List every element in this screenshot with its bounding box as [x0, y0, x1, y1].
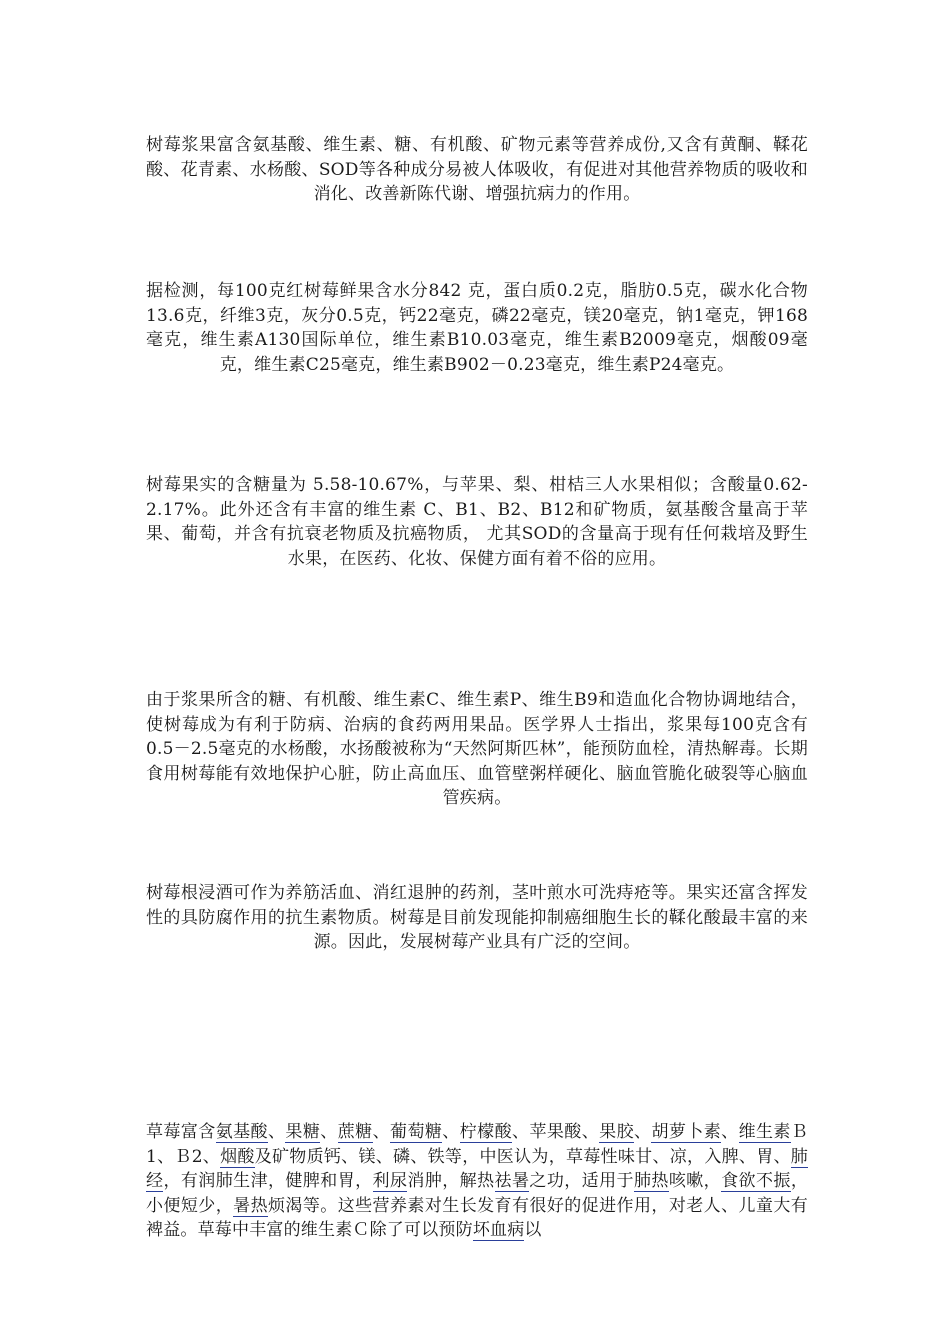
term-link[interactable]: 胡萝卜素 [651, 1122, 722, 1142]
text-segment: 、苹果酸、 [512, 1122, 600, 1142]
paragraph-composition: 据检测，每100克红树莓鲜果含水分842 克，蛋白质0.2克，脂肪0.5克，碳水化合物13.6克，纤维3克，灰分0.5克，钙22毫克，磷22毫克，镁20毫克，钠1毫克，钾168毫克，维生素A130国际单位，维生素B10.03毫克，维生素B2009毫克，烟酸09毫克，维生素C25毫克，维生素B902－0.23毫克，维生素P24毫克。 [146, 281, 808, 375]
paragraph-nutrients: 树莓浆果富含氨基酸、维生素、糖、有机酸、矿物元素等营养成份,又含有黄酮、鞣花酸、花青素、水杨酸、SOD等各种成分易被人体吸收，有促进对其他营养物质的吸收和消化、改善新陈代谢、增强抗病力的作用。 [146, 135, 808, 204]
text-segment: 之功，适用于 [529, 1171, 634, 1191]
text-segment: 及矿物质钙、镁、磷、铁等，中医认为，草莓性味甘、凉，入脾、胃、 [254, 1146, 791, 1167]
text-segment: 、 [634, 1122, 652, 1142]
text-segment: 草莓富含 [146, 1122, 216, 1142]
term-link[interactable]: 祛暑 [494, 1171, 530, 1191]
paragraph-sugar-acid: 树莓果实的含糖量为 5.58-10.67%，与苹果、梨、柑桔三人水果相似；含酸量0.62-2.17%。此外还含有丰富的维生素 C、B1、B2、B12和矿物质，氨基酸含量高于苹果、葡萄，并含有抗衰老物质及抗癌物质， 尤其SOD的含量高于现有任何栽培及野生水果，在医药、化妆、保健方面有着不俗的应用。 [146, 475, 808, 569]
text-segment: Ｂ1、Ｂ2、 [146, 1122, 809, 1167]
term-link[interactable]: 烟酸 [220, 1146, 255, 1167]
text-segment: 、 [372, 1122, 391, 1142]
term-link[interactable]: 维生素 [738, 1122, 791, 1142]
text-segment: ，有润肺生津，健脾和胃， [163, 1171, 373, 1191]
term-link[interactable]: 葡萄糖 [390, 1122, 443, 1142]
term-link[interactable]: 蔗糖 [337, 1122, 373, 1142]
text-segment: 、 [442, 1122, 460, 1142]
term-link[interactable]: 氨基酸 [215, 1122, 268, 1142]
term-link[interactable]: 利尿 [372, 1171, 408, 1191]
term-link[interactable]: 肺热 [633, 1171, 669, 1191]
text-segment: 、 [320, 1122, 338, 1142]
paragraph-strawberry [146, 1120, 808, 1243]
term-link[interactable]: 暑热 [233, 1195, 268, 1216]
term-link[interactable]: 坏血病 [472, 1220, 525, 1240]
paragraph-medicinal-use: 树莓根浸酒可作为养筋活血、消红退肿的药剂，茎叶煎水可洗痔疮等。果实还富含挥发性的具防腐作用的抗生素物质。树莓是目前发现能抑制癌细胞生长的鞣化酸最丰富的来源。因此，发展树莓产业具有广泛的空间。 [146, 883, 808, 952]
text-segment: 、 [267, 1122, 286, 1142]
paragraph-health-benefits: 由于浆果所含的糖、有机酸、维生素C、维生素P、维生B9和造血化合物协调地结合，使树莓成为有利于防病、治病的食药两用果品。医学界人士指出，浆果每100克含有0.5－2.5毫克的水杨酸，水扬酸被称为“天然阿斯匹林”，能预防血栓，清热解毒。长期食用树莓能有效地保护心脏，防止高血压、血管壁粥样硬化、脑血管脆化破裂等心脑血管疾病。 [146, 690, 808, 808]
text-segment: 咳嗽， [668, 1171, 722, 1191]
text-segment: ，小便短少， [146, 1171, 809, 1216]
text-segment: 以 [524, 1220, 542, 1240]
term-link[interactable]: 肺经 [146, 1146, 808, 1191]
text-segment: 、 [721, 1122, 739, 1142]
text-segment: 消肿，解热 [407, 1171, 495, 1191]
term-link[interactable]: 柠檬酸 [459, 1122, 513, 1142]
term-link[interactable]: 果糖 [285, 1122, 321, 1142]
term-link[interactable]: 果胶 [599, 1122, 634, 1142]
text-segment: 烦渴等。这些营养素对生长发育有很好的促进作用，对老人、儿童大有裨益。草莓中丰富的维生素Ｃ除了可以预防 [146, 1195, 809, 1240]
term-link[interactable]: 食欲不振 [721, 1171, 791, 1191]
